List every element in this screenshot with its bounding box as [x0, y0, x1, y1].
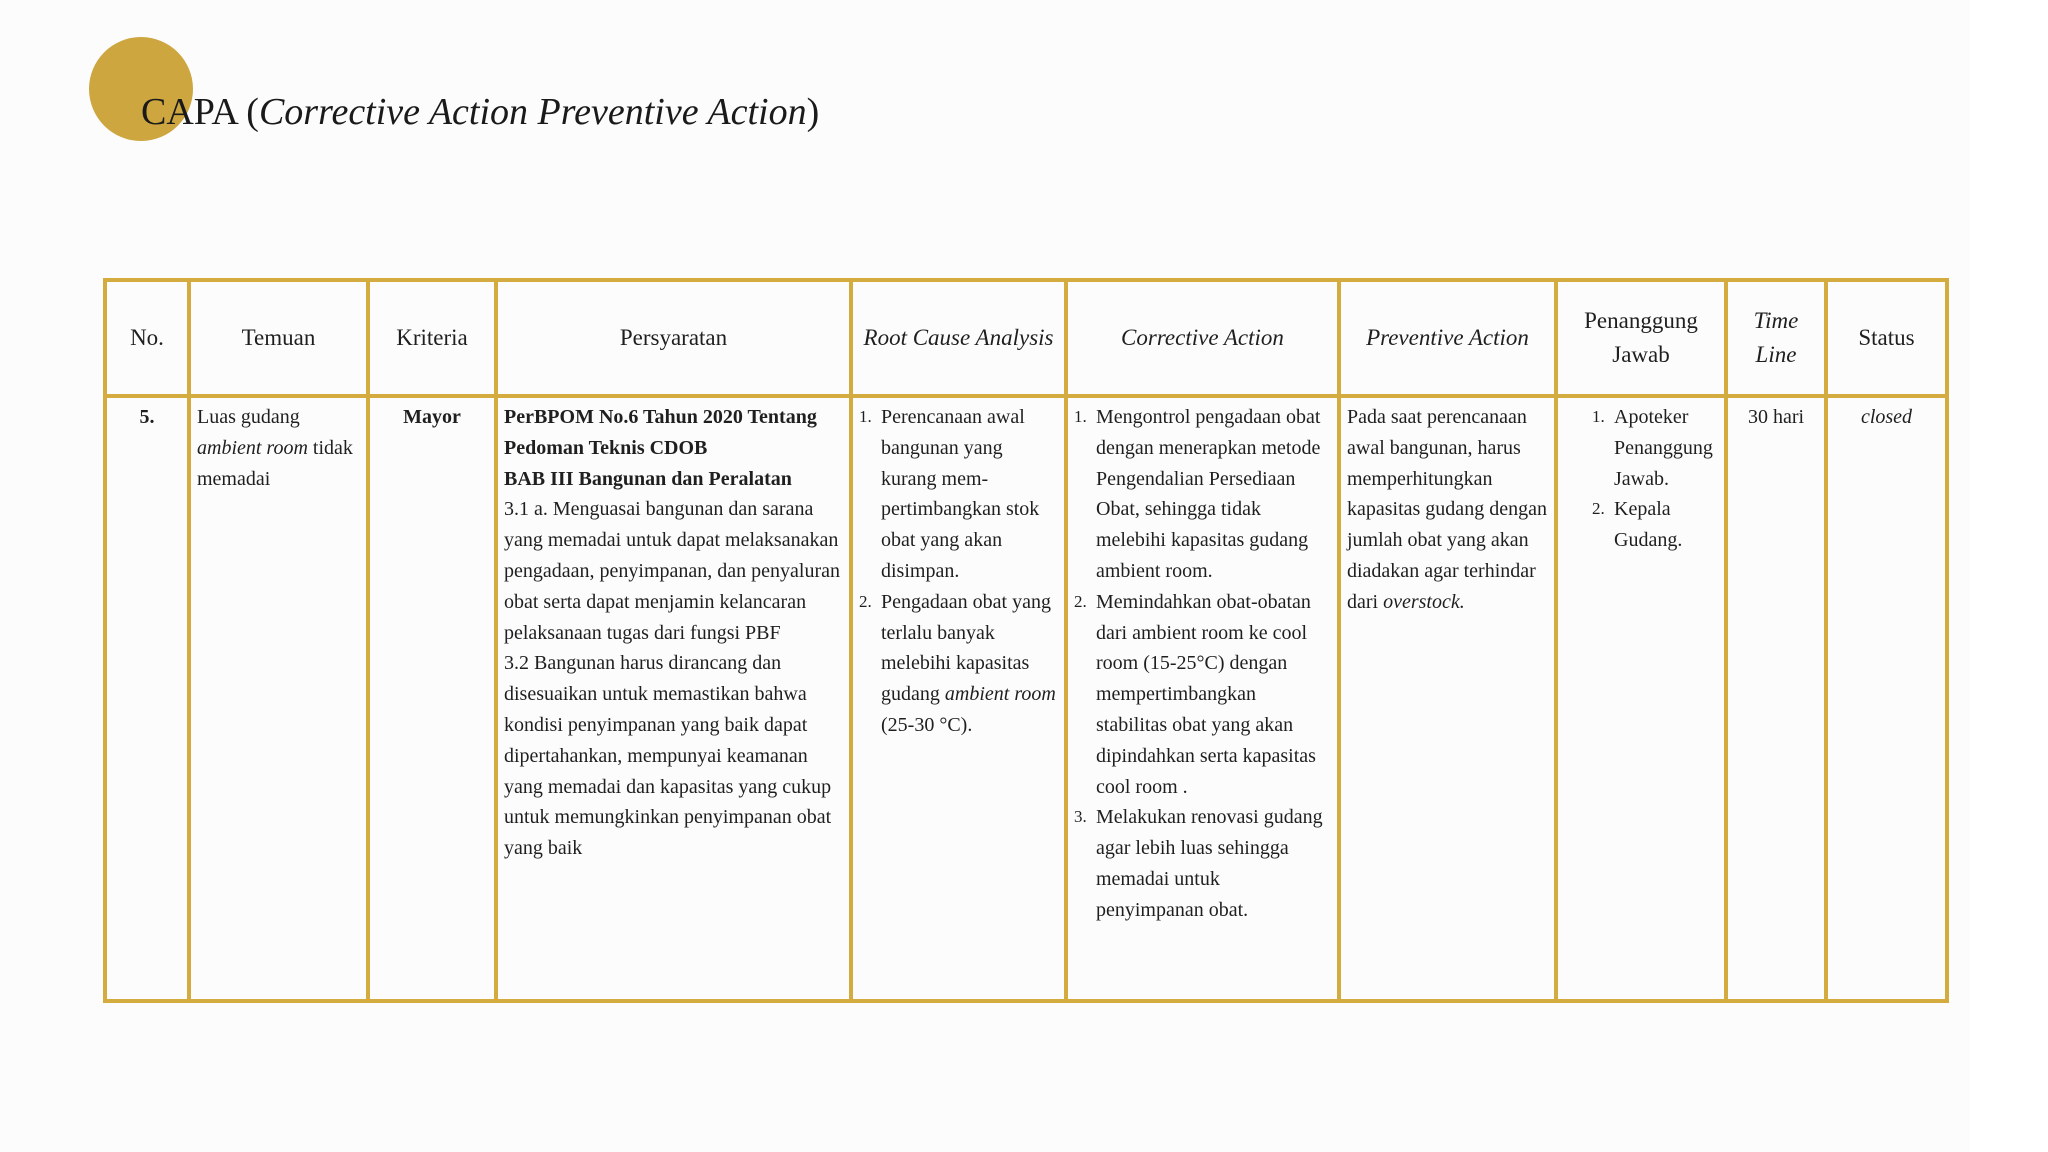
persyaratan-clause-3-2: 3.2 Bangunan harus dirancang dan disesuaikan untuk memastikan bahwa kondisi penyimpanan yang baik dapat dipertahankan, mempunyai keamanan yang memadai dan kapasitas yang cukup untuk memungkinkan penyimpanan obat yang baik [504, 652, 832, 860]
list-item-text: Memindahkan obat-obatan dari ambient room ke cool room (15-25°C) dengan mempertimbangkan stabilitas obat yang akan dipindahkan serta kapasitas cool room . [1096, 590, 1316, 798]
list-item [859, 402, 1058, 587]
list-item [1074, 802, 1331, 925]
header-persyaratan: Persyaratan [496, 280, 851, 396]
header-tl-line1: Time [1753, 308, 1799, 333]
persyaratan-clause-3-1: 3.1 a. Menguasai bangunan dan sarana yang memadai untuk dapat melaksanakan pengadaan, penyimpanan, dan penyaluran obat serta dapat menjamin kelancaran pelaksanaan tugas dari fungsi PBF [504, 498, 840, 644]
list-item-text: Pengadaan obat yang terlalu banyak melebihi kapasitas gudang [881, 590, 1051, 706]
corrective-list [1074, 402, 1331, 926]
header-time-line [1726, 280, 1826, 396]
cell-time-line: 30 hari [1726, 396, 1826, 1001]
list-item-text: Mengontrol pengadaan obat dengan menerapkan metode Pengendalian Persediaan Obat, sehingga tidak melebihi kapasitas gudang ambient room. [1096, 406, 1321, 582]
list-number: 1. [859, 407, 872, 426]
header-tl-line2: Line [1755, 342, 1797, 367]
list-item-tail: (25-30 °C). [881, 713, 973, 736]
temuan-text: Luas gudang [197, 406, 300, 428]
table-header-row [105, 280, 1947, 396]
cell-temuan [189, 396, 368, 1001]
preventive-text: Pada saat perencanaan awal bangunan, harus memperhitungkan kapasitas gudang dengan jumlah obat yang akan diadakan agar terhindar dari [1347, 406, 1547, 613]
list-item-text: Apoteker Penanggung Jawab. [1614, 406, 1713, 490]
list-item-text: Kepala Gudang. [1614, 498, 1683, 552]
temuan-italic: ambient room [197, 436, 308, 459]
root-cause-list [859, 402, 1058, 741]
list-item [1074, 402, 1331, 587]
header-kriteria: Kriteria [368, 280, 496, 396]
capa-table [103, 278, 1949, 1003]
list-number: 1. [1592, 407, 1605, 426]
header-preventive-action: Preventive Action [1339, 280, 1556, 396]
header-temuan: Temuan [189, 280, 368, 396]
title-italic: Corrective Action Preventive Action [258, 91, 807, 133]
list-item [1592, 402, 1718, 494]
list-item-italic: ambient room [944, 683, 1056, 706]
header-corrective-action: Corrective Action [1066, 280, 1339, 396]
table-row [105, 396, 1947, 1001]
list-number: 1. [1074, 407, 1087, 426]
header-status: Status [1826, 280, 1947, 396]
list-number: 2. [859, 591, 872, 611]
list-item [1074, 587, 1331, 803]
list-item [1592, 494, 1718, 556]
title-suffix: ) [806, 91, 820, 133]
persyaratan-chapter: BAB III Bangunan dan Peralatan [504, 467, 792, 490]
cell-root-cause [851, 396, 1066, 1001]
header-pj-line1: Penanggung [1584, 308, 1698, 333]
cell-corrective-action [1066, 396, 1339, 1001]
cell-preventive-action [1339, 396, 1556, 1001]
persyaratan-regulation: PerBPOM No.6 Tahun 2020 Tentang Pedoman Teknis CDOB [504, 406, 817, 459]
cell-persyaratan [496, 396, 851, 1001]
cell-status: closed [1826, 396, 1947, 1001]
header-root-cause: Root Cause Analysis [851, 280, 1066, 396]
list-item-text: Melakukan renovasi gudang agar lebih luas sehingga memadai untuk penyimpanan obat. [1096, 806, 1323, 921]
header-no: No. [105, 280, 189, 396]
cell-penanggung-jawab [1556, 396, 1726, 1001]
page-title [141, 84, 819, 140]
header-penanggung-jawab [1556, 280, 1726, 396]
preventive-italic: overstock. [1383, 590, 1465, 613]
corrective-clip [1074, 402, 1331, 980]
temuan-text-tail: tidak memadai [197, 436, 353, 490]
list-number: 3. [1074, 807, 1087, 827]
cell-kriteria: Mayor [368, 396, 496, 1001]
list-item [859, 587, 1058, 741]
pj-list [1564, 402, 1718, 556]
list-number: 2. [1074, 591, 1087, 611]
header-pj-line2: Jawab [1612, 342, 1670, 367]
title-prefix: CAPA ( [141, 91, 259, 133]
list-item-text: Perencanaan awal bangunan yang kurang mem-pertimbangkan stok obat yang akan disimpan. [881, 406, 1040, 582]
cell-no: 5. [105, 396, 189, 1001]
list-number: 2. [1592, 499, 1605, 519]
